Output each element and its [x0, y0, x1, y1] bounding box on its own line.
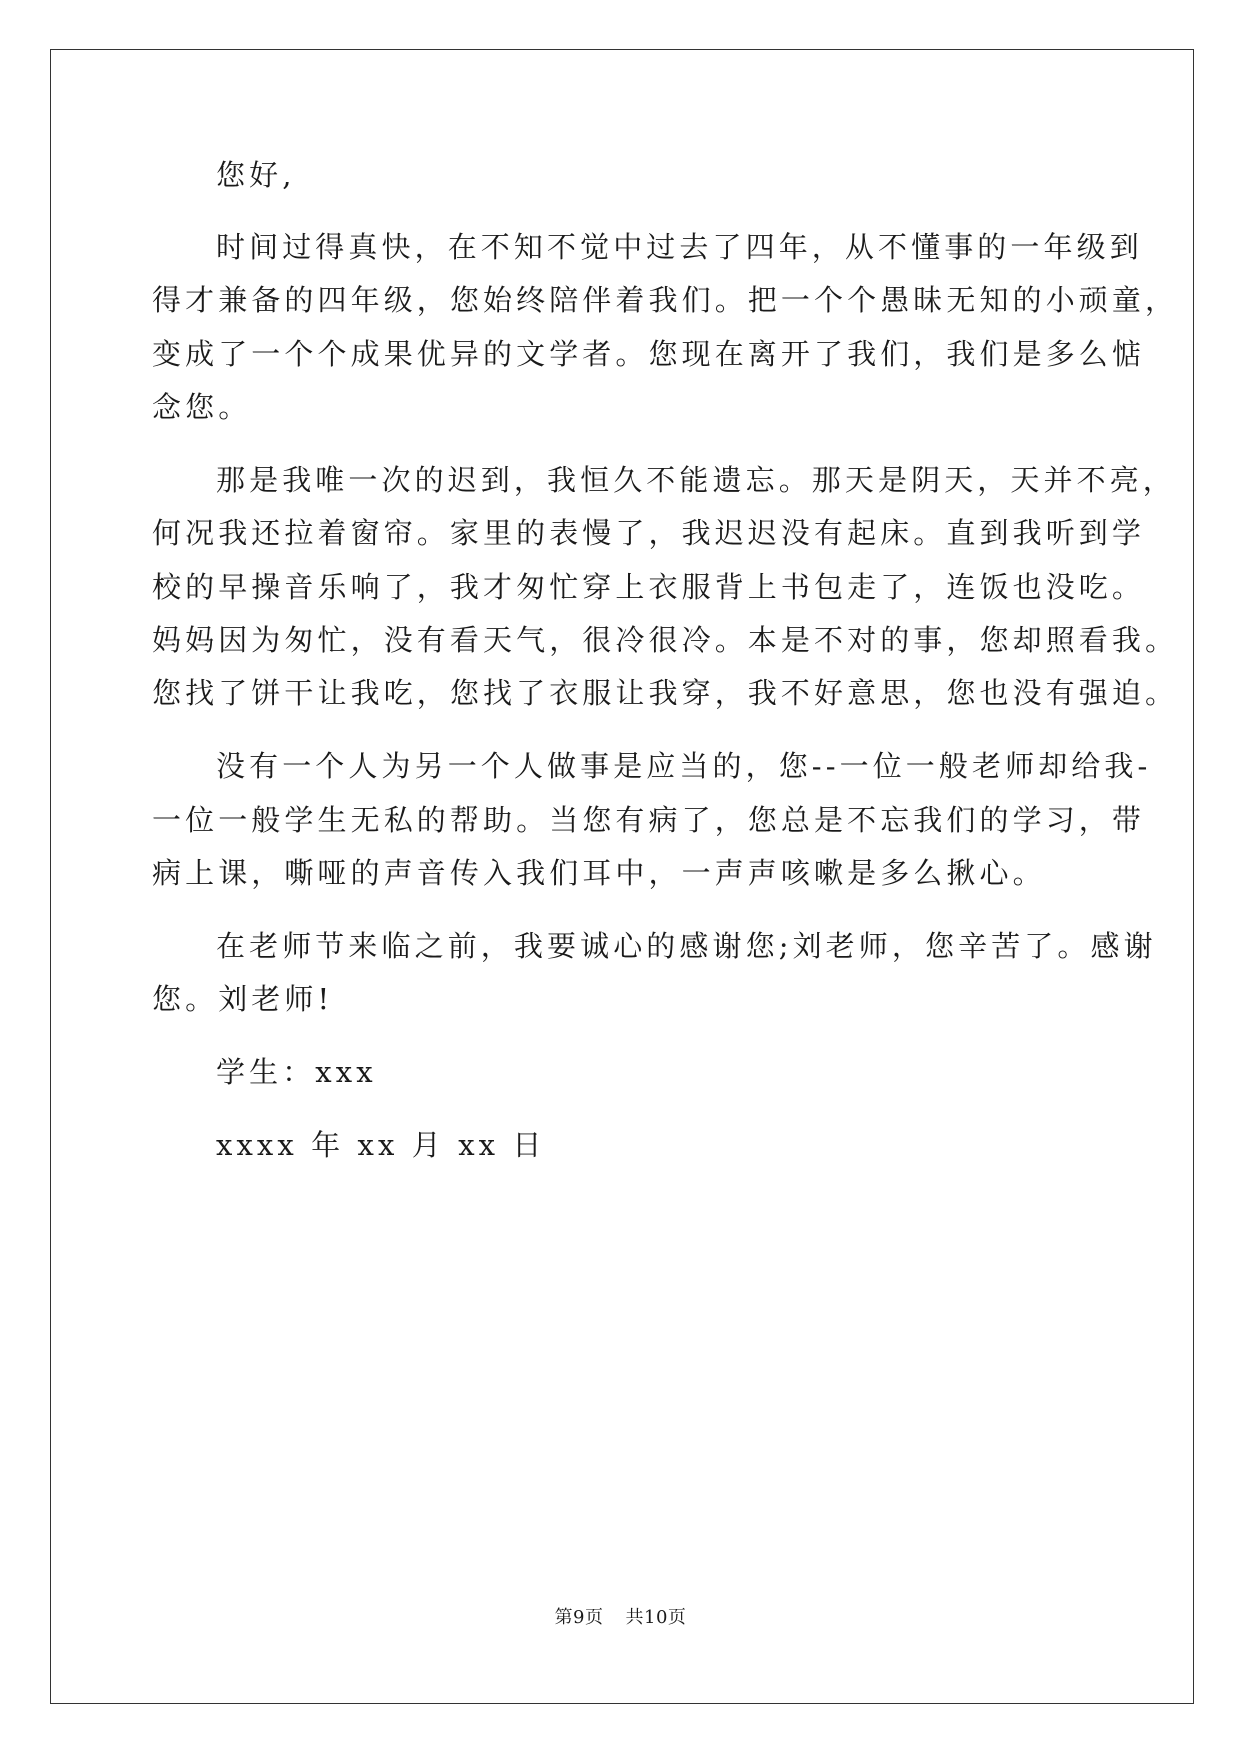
paragraph-3-line-1: 没有一个人为另一个人做事是应当的，您--一位一般老师却给我-: [216, 749, 1152, 783]
paragraph-2-line-5: 您找了饼干让我吃，您找了衣服让我穿，我不好意思，您也没有强迫。: [152, 676, 1179, 710]
paragraph-2-line-1: 那是我唯一次的迟到，我恒久不能遗忘。那天是阴天，天并不亮，: [216, 463, 1176, 497]
paragraph-2-line-2: 何况我还拉着窗帘。家里的表慢了，我迟迟没有起床。直到我听到学: [152, 516, 1146, 550]
paragraph-4-line-2: 您。刘老师!: [152, 982, 334, 1016]
greeting: 您好,: [216, 158, 296, 192]
paragraph-1-line-1: 时间过得真快，在不知不觉中过去了四年，从不懂事的一年级到: [216, 230, 1143, 264]
current-page: 第9页: [554, 1607, 604, 1628]
paragraph-1-line-4: 念您。: [152, 390, 252, 424]
paragraph-3-line-2: 一位一般学生无私的帮助。当您有病了，您总是不忘我们的学习，带: [152, 803, 1146, 837]
page-footer: [0, 1603, 1241, 1629]
total-pages: 共10页: [625, 1607, 687, 1628]
paragraph-1-line-2: 得才兼备的四年级，您始终陪伴着我们。把一个个愚昧无知的小顽童，: [152, 283, 1179, 317]
paragraph-3-line-3: 病上课，嘶哑的声音传入我们耳中，一声声咳嗽是多么揪心。: [152, 856, 1046, 890]
paragraph-2-line-4: 妈妈因为匆忙，没有看天气，很冷很冷。本是不对的事，您却照看我。: [152, 623, 1179, 657]
letter-date: xxxx 年 xx 月 xx 日: [216, 1128, 546, 1162]
paragraph-4-line-1: 在老师节来临之前，我要诚心的感谢您;刘老师，您辛苦了。感谢: [216, 929, 1157, 963]
paragraph-1-line-3: 变成了一个个成果优异的文学者。您现在离开了我们，我们是多么惦: [152, 337, 1146, 371]
paragraph-2-line-3: 校的早操音乐响了，我才匆忙穿上衣服背上书包走了，连饭也没吃。: [152, 570, 1146, 604]
signature: 学生：xxx: [216, 1055, 377, 1089]
